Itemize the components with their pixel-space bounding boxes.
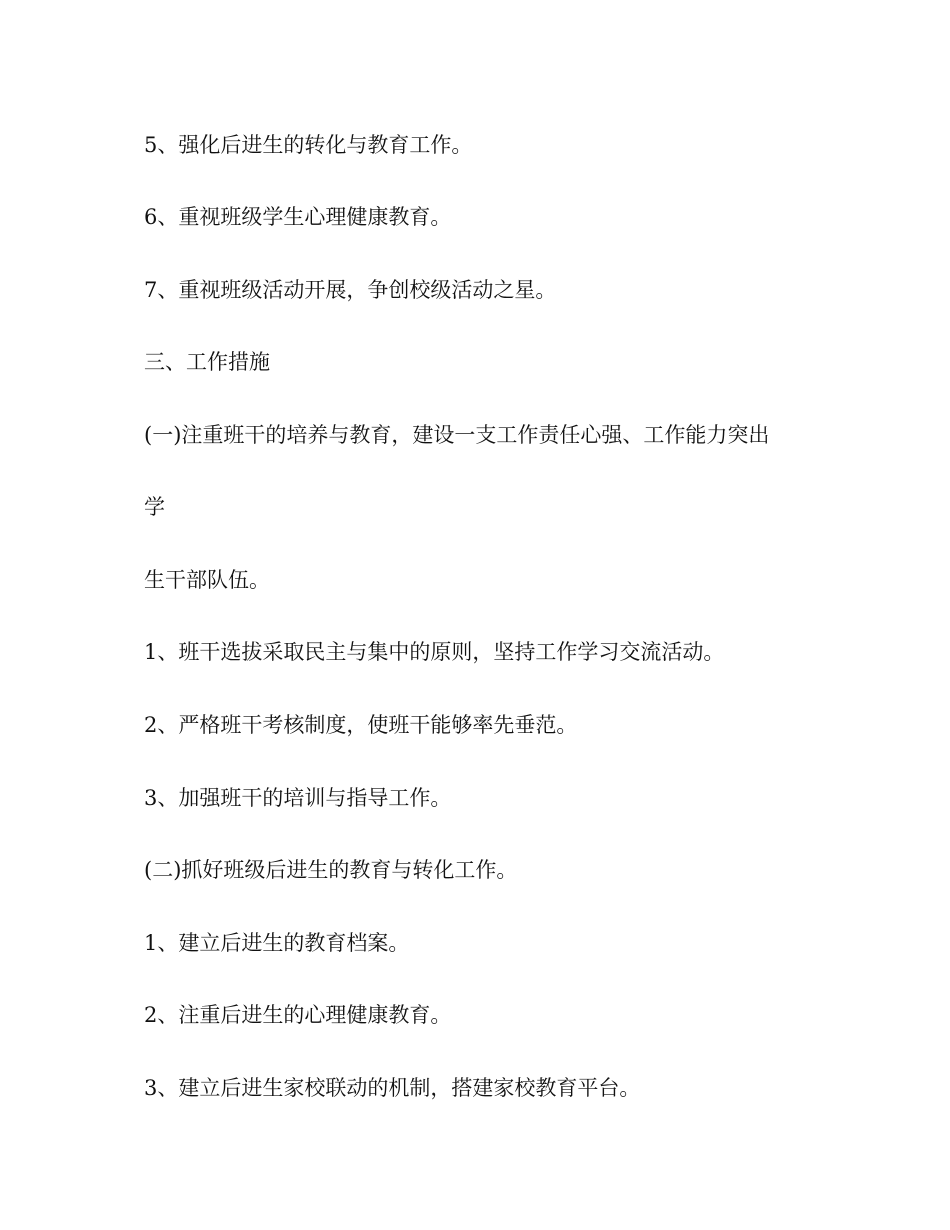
text-line: 3、建立后进生家校联动的机制，搭建家校教育平台。: [144, 1076, 641, 1100]
text-line: 生干部队伍。: [144, 568, 270, 592]
section-heading: 三、工作措施: [144, 350, 270, 374]
text-line: 6、重视班级学生心理健康教育。: [144, 205, 452, 229]
text-line: 1、班干选拔采取民主与集中的原则，坚持工作学习交流活动。: [144, 640, 725, 664]
text-line: 2、注重后进生的心理健康教育。: [144, 1003, 452, 1027]
text-line: 5、强化后进生的转化与教育工作。: [144, 133, 473, 157]
text-line: (一)注重班干的培养与教育，建设一支工作责任心强、工作能力突出: [144, 423, 770, 447]
text-line: 1、建立后进生的教育档案。: [144, 931, 410, 955]
text-line: (二)抓好班级后进生的教育与转化工作。: [144, 858, 518, 882]
text-line: 3、加强班干的培训与指导工作。: [144, 786, 452, 810]
text-line: 学: [144, 495, 165, 519]
text-line: 2、严格班干考核制度，使班干能够率先垂范。: [144, 713, 578, 737]
text-line: 7、重视班级活动开展，争创校级活动之星。: [144, 278, 557, 302]
